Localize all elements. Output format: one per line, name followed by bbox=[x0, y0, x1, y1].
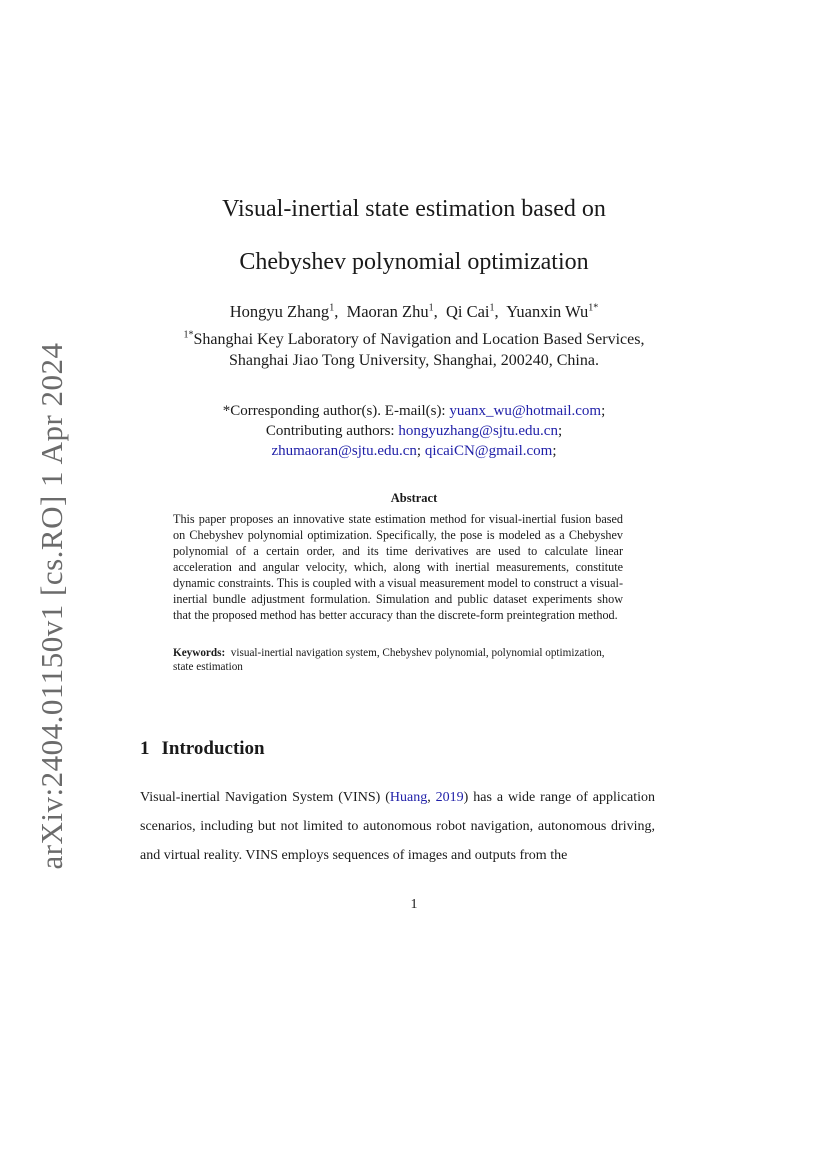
affiliation-text-1: Shanghai Key Laboratory of Navigation and Location Based Services, bbox=[193, 331, 645, 348]
contributing-authors-label: Contributing authors: bbox=[265, 423, 399, 439]
citation-separator: , bbox=[427, 790, 436, 805]
section-title: Introduction bbox=[161, 738, 265, 759]
affiliation-mark: 1* bbox=[183, 329, 194, 341]
affiliation-line-2: Shanghai Jiao Tong University, Shanghai, 200240, China. bbox=[229, 352, 599, 369]
author-name: Maoran Zhu bbox=[346, 302, 429, 321]
corresponding-email-link[interactable]: yuanx_wu@hotmail.com bbox=[449, 403, 602, 419]
keywords-label: Keywords: bbox=[173, 647, 226, 659]
author-list: Hongyu Zhang$^1$, Maoran Zhu$^1$, Qi Cai$^1$, Yuanxin $Wu^{1*}$ bbox=[229, 302, 599, 321]
contributing-email-link-1[interactable]: hongyuzhang@sjtu.edu.cn bbox=[398, 423, 558, 439]
intro-text-start: Visual-inertial Navigation System (VINS) ( bbox=[140, 790, 390, 805]
keywords-text: visual-inertial navigation system, Chebyshev polynomial, polynomial optimization, state estimation bbox=[173, 647, 605, 673]
affiliation-line-1 bbox=[0, 331, 828, 349]
punctuation: ; bbox=[601, 403, 606, 419]
contributing-email-link-3[interactable]: qicaiCN@gmail.com bbox=[424, 443, 553, 459]
intro-text-rest: ) has a wide range of application scenarios, including but not limited to autonomous robot navigation, autonomous driving, and virtual reality. VINS employs sequences of images and outputs from the bbox=[140, 790, 655, 863]
corresponding-author-label: *Corresponding author(s). E-mail(s): bbox=[222, 403, 450, 419]
abstract-body: This paper proposes an innovative state estimation method for visual-inertial fusion based on Chebyshev polynomial optimization. Specifically, the pose is modeled as a Chebyshev polynomial of a certain order, and its time derivatives are used to calculate linear acceleration and angular velocity, which, along with inertial measurements, constitute dynamic constraints. This is coupled with a visual measurement model to construct a visual-inertial bundle adjustment formulation. Simulation and public dataset experiments show that the proposed method has better accuracy than the discrete-form preintegration method. bbox=[173, 512, 623, 622]
citation-year-link[interactable]: 2019 bbox=[435, 790, 464, 805]
author-name: Qi Cai bbox=[445, 302, 490, 321]
section-number: 1 bbox=[140, 738, 150, 759]
contributing-emails-line-2 bbox=[0, 443, 828, 460]
section-heading bbox=[140, 738, 265, 760]
author-affil-mark: 1 bbox=[428, 302, 434, 314]
author-affil-mark: 1 bbox=[329, 302, 335, 314]
punctuation: ; bbox=[557, 423, 563, 439]
author-name: Hongyu Zhang bbox=[229, 302, 330, 321]
author-affil-mark: 1 bbox=[489, 302, 495, 314]
page-number: 1 bbox=[410, 897, 418, 912]
punctuation: ; bbox=[416, 443, 425, 459]
contributing-authors-line bbox=[0, 423, 828, 440]
paper-title-line-2: Chebyshev polynomial optimization bbox=[239, 249, 589, 275]
punctuation: ; bbox=[552, 443, 557, 459]
author-affil-mark: 1* bbox=[588, 302, 599, 314]
corresponding-author-line bbox=[0, 403, 828, 420]
contributing-email-link-2[interactable]: zhumaoran@sjtu.edu.cn bbox=[271, 443, 417, 459]
paper-title-line-1: Visual-inertial state estimation based on bbox=[222, 196, 606, 222]
arxiv-identifier-stamp: arXiv:2404.01150v1 [cs.RO] 1 Apr 2024 bbox=[34, 342, 69, 870]
citation-author-link[interactable]: Huang bbox=[389, 790, 428, 805]
introduction-paragraph bbox=[140, 783, 655, 870]
keywords-block bbox=[173, 646, 623, 674]
author-name: Yuanxin Wu bbox=[506, 302, 589, 321]
abstract-heading: Abstract bbox=[390, 491, 438, 505]
